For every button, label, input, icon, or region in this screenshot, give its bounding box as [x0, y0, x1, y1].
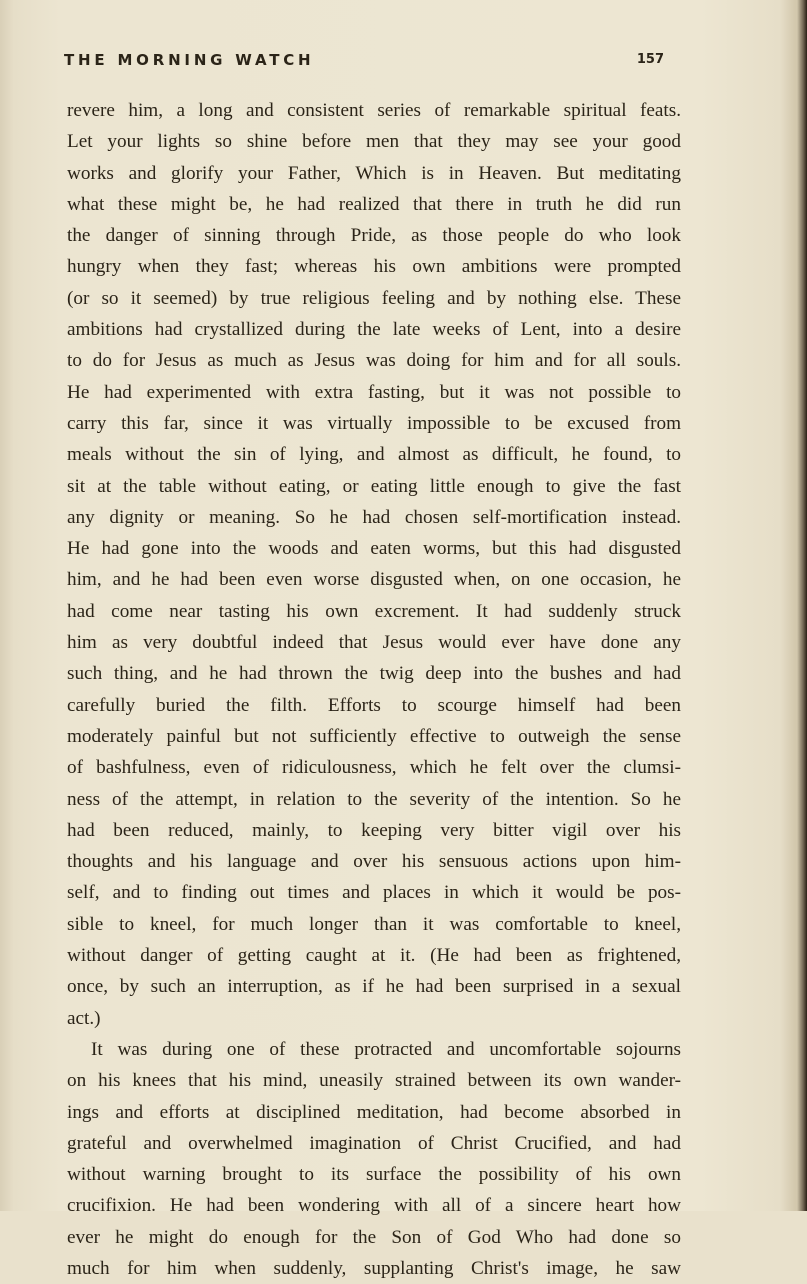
running-title: THE MORNING WATCH [64, 51, 315, 69]
text-line: him, and he had been even worse disgusted when, on one occasion, he [67, 569, 681, 591]
text-line: meals without the sin of lying, and almost as difficult, he found, to [67, 444, 681, 466]
text-line: once, by such an interruption, as if he had been surprised in a sexual [67, 976, 681, 998]
text-line: any dignity or meaning. So he had chosen self-mortification instead. [67, 506, 681, 528]
text-line: Let your lights so shine before men that they may see your good [67, 131, 681, 153]
text-line: the danger of sinning through Pride, as those people do who look [67, 225, 681, 247]
text-line: much for him when suddenly, supplanting Christ's image, he saw [67, 1257, 681, 1279]
text-line: of bashfulness, even of ridiculousness, which he felt over the clumsi- [67, 757, 681, 779]
text-line: moderately painful but not sufficiently effective to outweigh the sense [67, 725, 681, 747]
text-line: hungry when they fast; whereas his own ambitions were prompted [67, 256, 681, 278]
text-line: what these might be, he had realized that there in truth he did run [67, 193, 681, 215]
text-line: crucifixion. He had been wondering with all of a sincere heart how [67, 1195, 681, 1217]
text-line: such thing, and he had thrown the twig deep into the bushes and had [67, 663, 681, 685]
body-text [67, 95, 681, 1284]
text-line: to do for Jesus as much as Jesus was doing for him and for all souls. [67, 350, 681, 372]
text-line: ness of the attempt, in relation to the severity of the intention. So he [67, 788, 681, 810]
text-line: had been reduced, mainly, to keeping very bitter vigil over his [67, 819, 681, 841]
text-line: works and glorify your Father, Which is in Heaven. But meditating [67, 162, 681, 184]
page-number: 157 [636, 52, 664, 67]
text-line: grateful and overwhelmed imagination of Christ Crucified, and had [67, 1132, 681, 1154]
text-line: revere him, a long and consistent series of remarkable spiritual feats. [67, 100, 681, 121]
text-line: It was during one of these protracted and uncomfortable sojourns [91, 1038, 681, 1060]
text-line: without danger of getting caught at it. (He had been as frightened, [67, 945, 681, 967]
text-line: ever he might do enough for the Son of God Who had done so [67, 1226, 681, 1248]
text-line: act.) [67, 1007, 101, 1029]
text-line: ings and efforts at disciplined meditation, had become absorbed in [67, 1101, 681, 1123]
page-edge-shadow [797, 0, 807, 1211]
text-line: had come near tasting his own excrement. It had suddenly struck [67, 600, 681, 622]
text-line: thoughts and his language and over his sensuous actions upon him- [67, 851, 681, 873]
text-line: carefully buried the filth. Efforts to scourge himself had been [67, 694, 681, 716]
text-line: carry this far, since it was virtually impossible to be excused from [67, 412, 681, 434]
text-line: without warning brought to its surface the possibility of his own [67, 1164, 681, 1186]
text-line: sible to kneel, for much longer than it was comfortable to kneel, [67, 913, 681, 935]
text-line: him as very doubtful indeed that Jesus would ever have done any [67, 632, 681, 654]
text-line: He had experimented with extra fasting, but it was not possible to [67, 381, 681, 403]
text-line: He had gone into the woods and eaten worms, but this had disgusted [67, 538, 681, 560]
text-line: (or so it seemed) by true religious feeling and by nothing else. These [67, 287, 681, 309]
text-line: ambitions had crystallized during the late weeks of Lent, into a desire [67, 319, 681, 341]
text-line: on his knees that his mind, uneasily strained between its own wander- [67, 1070, 681, 1092]
text-line: sit at the table without eating, or eating little enough to give the fast [67, 475, 681, 497]
text-line: self, and to finding out times and places in which it would be pos- [67, 882, 681, 904]
running-head [64, 51, 664, 81]
